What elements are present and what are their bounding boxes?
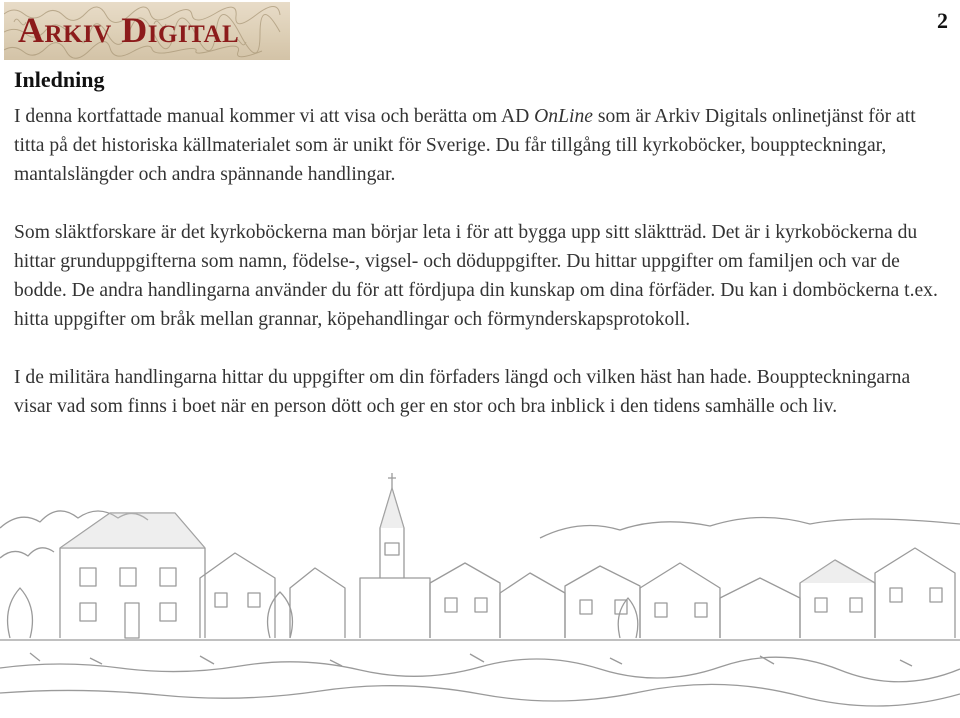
paragraph-intro [14,102,944,189]
section-heading: Inledning [14,67,105,92]
paragraph-intro-end: som är Arkiv Digitals onlinetjänst för att titta på det historiska källmaterialet som är unikt för Sverige. Du får tillgång till kyrkoböcker, bouppteckningar, mantalslängder och andra spännande handlingar. [14,106,916,185]
arkiv-digital-logo [4,2,290,60]
body-text [14,102,944,421]
paragraph-intro-start: I denna kortfattade manual kommer vi att visa och berätta om AD [14,106,535,127]
village-sketch-illustration [0,468,960,718]
logo-text: Arkiv Digital [18,10,240,50]
page-number: 2 [937,8,948,33]
paragraph-military: I de militära handlingarna hittar du uppgifter om din förfaders längd och vilken häst han hade. Bouppteckningarna visar vad som finns i boet när en person dött och ger en stor och bra inblick i den tidens samhälle och liv. [14,367,911,417]
online-term: OnLine [534,106,593,127]
paragraph-genealogy: Som släktforskare är det kyrkoböckerna man börjar leta i för att bygga upp sitt släktträd. Det är i kyrkoböckerna du hittar grunduppgifterna som namn, födelse-, vigsel- och döduppgifter. Du hittar uppgifter om familjen och var de bodde. De andra handlingarna använder du för att fördjupa din kunskap om dina förfäder. Du kan i domböckerna t.ex. hitta uppgifter om bråk mellan grannar, köpehandlingar och förmynderskapsprotokoll. [14,222,938,330]
